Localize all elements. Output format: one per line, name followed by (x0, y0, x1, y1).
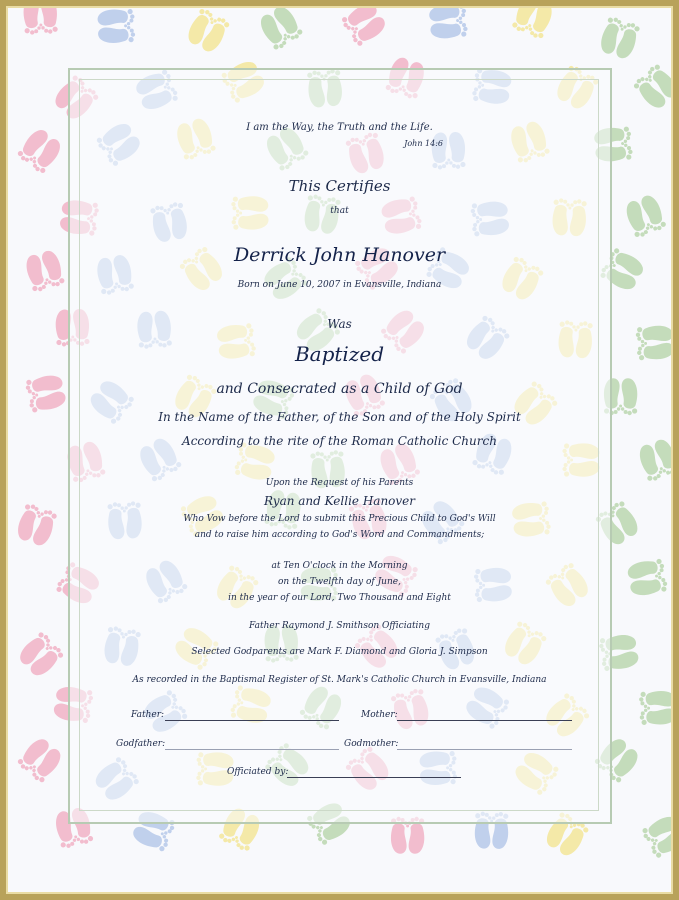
father-signature-line (165, 720, 339, 721)
ceremony-time: at Ten O'clock in the Morning (271, 561, 408, 571)
baby-footprint-icon (23, 8, 58, 35)
vow-line-1: Who Vow before the Lord to submit this Precious Child to God's Will (183, 514, 496, 524)
upon-request-text: Upon the Request of his Parents (265, 478, 414, 488)
birth-info: Born on June 10, 2007 in Evansville, Indiana (237, 280, 442, 290)
baby-footprint-icon (428, 8, 468, 40)
godfather-signature-line (165, 749, 339, 750)
certifies-heading: This Certifies (288, 177, 391, 195)
baby-footprint-icon (14, 502, 58, 548)
officiated-by-label: Officiated by: (227, 767, 289, 777)
rite-text: According to the rite of the Roman Catholic Church (182, 434, 497, 448)
baby-footprint-icon (16, 735, 65, 785)
trinity-text: In the Name of the Father, of the Son and of the Holy Spirit (158, 410, 521, 424)
officiated-by-line (287, 777, 461, 778)
mother-signature-line (397, 720, 572, 721)
scripture-reference: John 14:6 (404, 139, 443, 148)
officiant-text: Father Raymond J. Smithson Officiating (249, 621, 430, 631)
was-text: Was (327, 317, 352, 331)
that-text: that (330, 206, 349, 216)
consecrated-text: and Consecrated as a Child of God (216, 381, 463, 397)
register-text: As recorded in the Baptismal Register of St. Mark's Catholic Church in Evansville, Indiana (132, 675, 547, 685)
baby-footprint-icon (184, 8, 231, 55)
vow-line-2: and to raise him according to God's Word and Commandments; (194, 530, 485, 540)
baptized-heading: Baptized (294, 342, 385, 366)
godparents-text: Selected Godparents are Mark F. Diamond and Gloria J. Simpson (191, 647, 488, 657)
baby-footprint-icon (598, 15, 641, 60)
godmother-signature-line (397, 749, 572, 750)
baby-footprint-icon (97, 9, 135, 44)
child-name: Derrick John Hanover (233, 244, 446, 266)
baby-footprint-icon (640, 812, 671, 859)
baby-footprint-icon (340, 8, 389, 48)
godfather-signature-label: Godfather: (116, 739, 166, 749)
baby-footprint-icon (256, 8, 304, 52)
baby-footprint-icon (632, 62, 671, 112)
baby-footprint-icon (639, 691, 671, 726)
father-signature-label: Father: (131, 710, 165, 720)
ceremony-day: on the Twelfth day of June, (278, 577, 401, 587)
godmother-signature-label: Godmother: (344, 739, 399, 749)
baby-footprint-icon (511, 8, 556, 40)
mother-signature-label: Mother: (361, 710, 398, 720)
parents-names: Ryan and Kellie Hanover (263, 494, 416, 508)
scripture-verse: I am the Way, the Truth and the Life. (246, 122, 433, 133)
baby-footprint-icon (16, 126, 65, 176)
ceremony-year: in the year of our Lord, Two Thousand and Eight (228, 593, 451, 603)
